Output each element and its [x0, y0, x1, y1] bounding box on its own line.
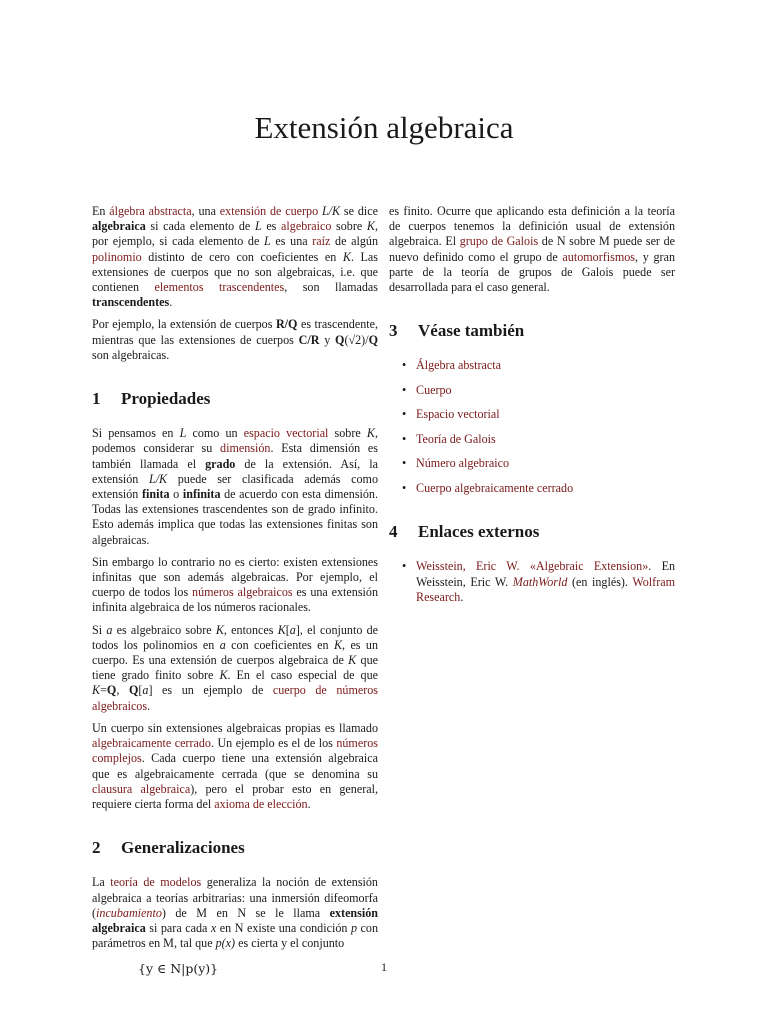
list-item [416, 432, 675, 447]
propiedades-paragraph-1: Si pensamos en L como un espacio vectorial sobre K, podemos considerar su dimensión. Esta dimensión es también llamada el grado de la extensión. Así, la extensión L/K puede ser clasificada además como extensión finita o infinita de acuerdo con esta dimensión. Todas las extensiones trascendentes son de grado infinito. Esto además implica que todas las extensiones finitas son algebraicas. [92, 426, 379, 547]
see-also-link[interactable]: Cuerpo [416, 382, 452, 397]
intro-paragraph-1: En álgebra abstracta, una extensión de cuerpo L/K se dice algebraica si cada elemento de L es algebraico sobre K, por ejemplo, si cada elemento de L es una raíz de algún polinomio distinto de cero con coeficientes en K. Las extensiones de cuerpos que no son algebraicas, i.e. que contienen elementos trascendentes, son llamadas transcendentes. [92, 204, 379, 310]
propiedades-paragraph-2: Sin embargo lo contrario no es cierto: existen extensiones infinitas que son además algebraicas. Por ejemplo, el cuerpo de todos los números algebraicos es una extensión infinita algebraica de los números racionales. [92, 554, 378, 615]
page-number: 1 [381, 960, 387, 974]
link-automorfismos[interactable]: automorfismos [562, 249, 635, 264]
generalizaciones-continuation: es finito. Ocurre que aplicando esta definición a la teoría de cuerpos tenemos la definición usual de extensión algebraica. El grupo de Galois de N sobre M puede ser de nuevo definido como el grupo de automorfismos, y gran parte de la teoría de grupos de Galois puede ser desarrollada para el caso general. [389, 204, 675, 295]
external-link-citation: • Weisstein, Eric W. «Algebraic Extension». En Weisstein, Eric W. MathWorld (en inglés). Wolfram Research. [416, 559, 676, 604]
link-weisstein-algebraic-extension[interactable]: Weisstein, Eric W. «Algebraic Extension» [416, 559, 649, 574]
see-also-list [389, 358, 675, 496]
see-also-link[interactable]: Número algebraico [416, 456, 510, 471]
list-item [416, 481, 675, 496]
list-item [416, 407, 675, 422]
page-title: Extensión algebraica [254, 110, 514, 145]
see-also-link[interactable]: Teoría de Galois [416, 431, 496, 446]
link-espacio-vectorial[interactable]: espacio vectorial [243, 426, 329, 441]
link-incubamiento[interactable]: incubamiento [96, 905, 162, 920]
left-column [92, 204, 378, 977]
see-also-link[interactable]: Álgebra abstracta [416, 358, 501, 373]
propiedades-paragraph-3: Si a es algebraico sobre K, entonces K[a], el conjunto de todos los polinomios en a con coeficientes en K, es un cuerpo. Es una extensión de cuerpos algebraica de K que tiene grado finito sobre K. En el caso especial de que K=Q, Q[a] es un ejemplo de cuerpo de números algebraicos. [92, 622, 379, 713]
link-grupo-de-galois[interactable]: grupo de Galois [459, 234, 539, 249]
link-teoria-de-modelos[interactable]: teoría de modelos [110, 875, 202, 890]
propiedades-paragraph-4: Un cuerpo sin extensiones algebraicas propias es llamado algebraicamente cerrado. Un ejemplo es el de los números complejos. Cada cuerpo tiene una extensión algebraica que es algebraicamente cerrada (que se denomina su clausura algebraica), pero el probar esto en general, requiere cierta forma del axioma de elección. [92, 720, 378, 811]
section-heading-vease-tambien: 3 Véase también [389, 321, 525, 341]
link-cuerpo-de-numeros-algebraicos[interactable]: cuerpo de números algebraicos [92, 683, 379, 713]
right-column [389, 204, 675, 614]
section-heading-enlaces-externos: 4 Enlaces externos [389, 522, 540, 542]
link-extension-de-cuerpo[interactable]: extensión de cuerpo [219, 204, 319, 218]
section-heading-generalizaciones: 2 Generalizaciones [92, 838, 245, 858]
external-links-list [389, 559, 675, 605]
link-raiz[interactable]: raíz [312, 234, 331, 249]
list-item [416, 383, 675, 398]
math-set-expression: {y ∈ N|p(y)} [138, 961, 219, 977]
generalizaciones-paragraph-1: La teoría de modelos generaliza la noción de extensión algebraica a teorías arbitrarias: una inmersión difeomorfa (incubamiento) de M en N se le llama extensión algebraica si para cada x en N existe una condición p con parámetros en M, tal que p(x) es cierta y el conjunto [92, 875, 378, 951]
section-heading-propiedades: 1 Propiedades [92, 389, 211, 409]
see-also-link[interactable]: Espacio vectorial [416, 407, 500, 422]
link-elementos-trascendentes[interactable]: elementos trascendentes [154, 280, 285, 295]
intro-paragraph-2: Por ejemplo, la extensión de cuerpos R/Q es trascendente, mientras que las extensiones de cuerpos C/R y Q(√2)/Q son algebraicas. [92, 317, 378, 362]
list-item [416, 358, 675, 373]
link-dimension[interactable]: dimensión [220, 441, 271, 456]
list-item [416, 559, 675, 605]
link-wolfram-research[interactable]: Wolfram Research [416, 574, 675, 604]
see-also-link[interactable]: Cuerpo algebraicamente cerrado [416, 480, 574, 495]
link-polinomio[interactable]: polinomio [92, 249, 142, 264]
link-clausura-algebraica[interactable]: clausura algebraica [92, 781, 191, 796]
link-algebraicamente-cerrado[interactable]: algebraicamente cerrado [92, 736, 211, 751]
link-numeros-algebraicos[interactable]: números algebraicos [192, 585, 293, 600]
list-item [416, 456, 675, 471]
link-algebraico[interactable]: algebraico [281, 219, 332, 234]
link-numeros-complejos[interactable]: números complejos [92, 736, 378, 766]
link-mathworld[interactable]: MathWorld [512, 574, 568, 589]
link-axioma-de-eleccion[interactable]: axioma de elección [214, 796, 308, 811]
link-algebra-abstracta[interactable]: álgebra abstracta [109, 204, 192, 218]
